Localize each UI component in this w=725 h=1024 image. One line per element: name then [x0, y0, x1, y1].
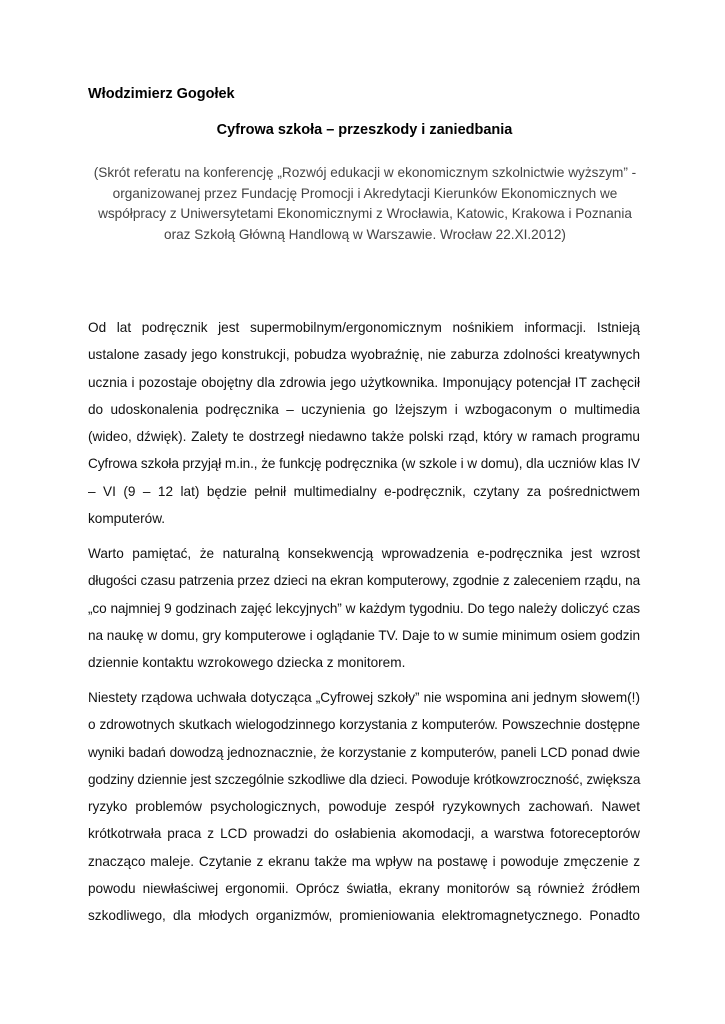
paragraph-line: „co najmniej 9 godzinach zajęć lekcyjnych” w każdym tygodniu. Do tego należy doliczyć czas — [88, 600, 640, 616]
paragraph-2 — [88, 540, 640, 676]
paragraph-line: długości czasu patrzenia przez dzieci na ekran komputerowy, zgodnie z zaleceniem rządu, na — [88, 573, 640, 589]
document-subtitle — [80, 163, 650, 245]
paragraph-line: do udoskonalenia podręcznika – uczynienia go lżejszym i wzbogaconym o multimedia — [88, 401, 640, 417]
paragraph-line: godziny dziennie jest szczególnie szkodliwe dla dzieci. Powoduje krótkowzroczność, zwiększa — [88, 771, 641, 787]
paragraph-line: ustalone zasady jego konstrukcji, pobudza wyobraźnię, nie zaburza zdolności kreatywnych — [88, 347, 640, 363]
paragraph-line: ryzyko problemów psychologicznych, powoduje zespół ryzykownych zachowań. Nawet — [88, 799, 640, 815]
paragraph-3 — [88, 684, 640, 930]
paragraph-line: ucznia i pozostaje obojętny dla zdrowia jego użytkownika. Imponujący potencjał IT zachęcił — [88, 374, 640, 390]
paragraph-line: Od lat podręcznik jest supermobilnym/ergonomicznym nośnikiem informacji. Istnieją — [88, 320, 640, 335]
paragraph-line: – VI (9 – 12 lat) będzie pełnił multimedialny e-podręcznik, czytany za pośrednictwem — [88, 483, 640, 499]
paragraph-line: krótkotrwała praca z LCD prowadzi do osłabienia akomodacji, a warstwa fotoreceptorów — [88, 826, 640, 842]
paragraph-line: powodu niewłaściwej ergonomii. Oprócz światła, ekrany monitorów są również źródłem — [88, 881, 640, 897]
paragraph-line: dziennie kontaktu wzrokowego dziecka z monitorem. — [88, 655, 406, 671]
paragraph-line: o zdrowotnych skutkach wielogodzinnego korzystania z komputerów. Powszechnie dostępne — [88, 717, 640, 733]
paragraph-line: na naukę w domu, gry komputerowe i oglądanie TV. Daje to w sumie minimum osiem godzin — [88, 627, 640, 643]
paragraph-line: (wideo, dźwięk). Zalety te dostrzegł niedawno także polski rząd, który w ramach programu — [88, 429, 640, 445]
paragraph-line: wyniki badań dowodzą jednoznacznie, że korzystanie z komputerów, paneli LCD ponad dwie — [88, 744, 640, 760]
subtitle-line: organizowanej przez Fundację Promocji i Akredytacji Kierunków Ekonomicznych we — [112, 185, 618, 201]
subtitle-line: współpracy z Uniwersytetami Ekonomicznymi z Wrocławia, Katowic, Krakowa i Poznania — [98, 206, 632, 221]
paragraph-line: komputerów. — [88, 511, 166, 527]
author-name: Włodzimierz Gogołek — [88, 86, 235, 102]
paragraph-line: znacząco maleje. Czytanie z ekranu także ma wpływ na postawę i powoduje zmęczenie z — [88, 853, 640, 869]
paragraph-1 — [88, 314, 640, 532]
document-title: Cyfrowa szkoła – przeszkody i zaniedbania — [216, 122, 513, 138]
subtitle-line: oraz Szkołą Główną Handlową w Warszawie. Wrocław 22.XI.2012) — [164, 226, 566, 242]
paragraph-line: Niestety rządowa uchwała dotycząca „Cyfrowej szkoły” nie wspomina ani jednym słowem(!) — [88, 690, 640, 705]
subtitle-line: (Skrót referatu na konferencję „Rozwój edukacji w ekonomicznym szkolnictwie wyższym” - — [93, 165, 637, 180]
paragraph-line: Cyfrowa szkoła przyjął m.in., że funkcję podręcznika (w szkole i w domu), dla uczniów klas IV — [88, 456, 640, 472]
paragraph-line: Warto pamiętać, że naturalną konsekwencją wprowadzenia e-podręcznika jest wzrost — [88, 546, 640, 561]
paragraph-line: szkodliwego, dla młodych organizmów, promieniowania elektromagnetycznego. Ponadto — [88, 908, 640, 924]
